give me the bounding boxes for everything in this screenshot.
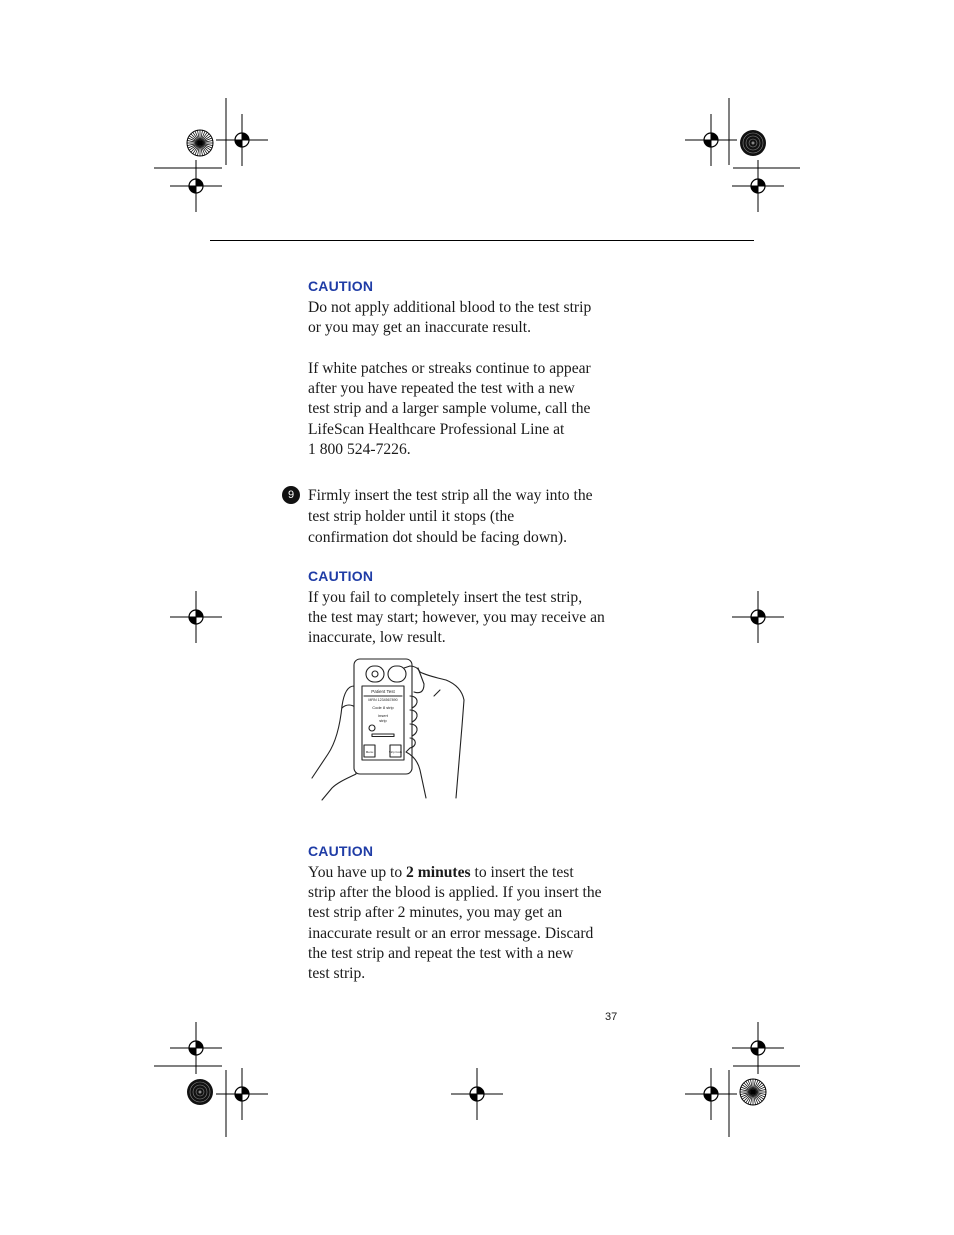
screen-id: MRN 1234567890	[368, 698, 398, 702]
screen-line-2: strip	[379, 718, 387, 723]
time-limit-emphasis: 2 minutes	[406, 864, 471, 881]
caution-heading-3: CAUTION	[308, 843, 374, 859]
screen-line-1: insert	[378, 713, 388, 718]
caution-text-3	[308, 863, 628, 984]
header-rule	[210, 240, 754, 241]
screen-code: Code 8 strip	[372, 705, 394, 710]
page-number: 37	[605, 1011, 618, 1023]
caution-text-3-lead: You have up to	[308, 864, 407, 881]
screen-softkey-right: Strip Code	[388, 750, 403, 754]
caution-text-1: Do not apply additional blood to the test strip or you may get an inaccurate result.	[308, 299, 592, 337]
meter-strip-insertion-illustration	[306, 656, 476, 802]
caution-text-3-rest: to insert the test strip after the blood is applied. If you insert the test strip after 2 minutes, you may get an inaccurate result or an error message. Discard the test strip and repeat the test with a new test strip.	[308, 864, 602, 983]
step-9-text: Firmly insert the test strip all the way into the test strip holder until it stops (the confirmation dot should be facing down).	[308, 487, 593, 546]
caution-heading-1: CAUTION	[308, 278, 374, 294]
caution-heading-2: CAUTION	[308, 568, 374, 584]
step-number-badge: 9	[282, 486, 300, 504]
caution-text-2: If you fail to completely insert the test strip, the test may start; however, you may receive an inaccurate, low result.	[308, 589, 605, 647]
contact-paragraph: If white patches or streaks continue to appear after you have repeated the test with a new test strip and a larger sample volume, call the LifeScan Healthcare Professional Line at 1 800 524-7226.	[308, 360, 591, 458]
screen-title: Patient Test	[371, 689, 395, 694]
screen-softkey-left: Menu	[365, 750, 374, 754]
